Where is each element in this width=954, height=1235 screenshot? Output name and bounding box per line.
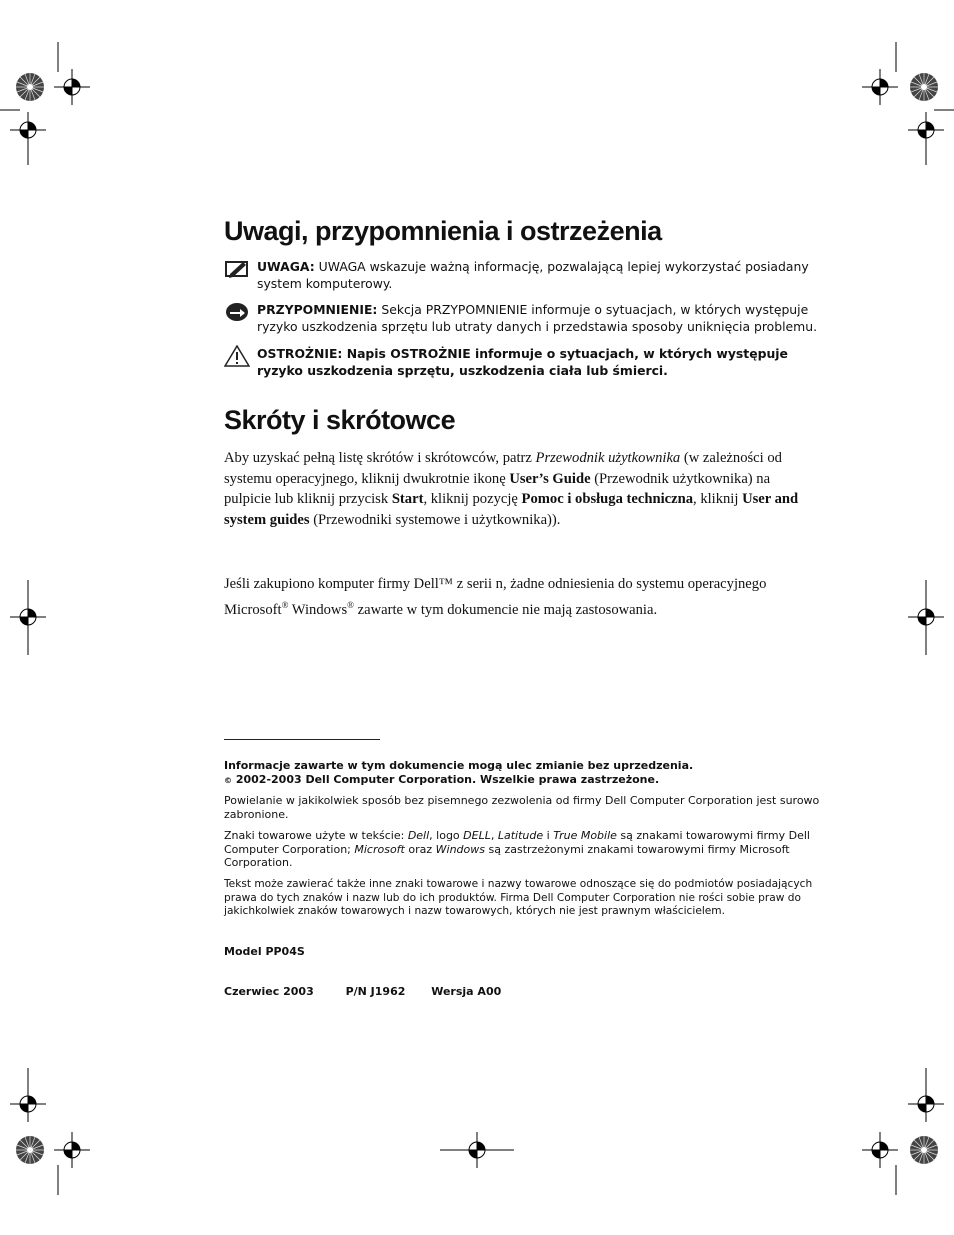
text-run: są znakami towarowymi firmy Dell Computer Corporation;	[224, 829, 810, 856]
users-guide-icon-label: User’s Guide	[509, 470, 591, 487]
footer-divider	[224, 739, 380, 740]
model-number: Model PP04S	[224, 945, 305, 958]
trademark-notice	[224, 829, 824, 870]
text-run: oraz	[404, 842, 436, 856]
caution-label: OSTROŻNIE:	[257, 346, 343, 361]
help-support-label: Pomoc i obsługa techniczna	[521, 491, 694, 507]
text-run: (Przewodnik użytkownika) na pulpicie lub kliknij przycisk	[224, 470, 771, 507]
copyright-line: 2002-2003 Dell Computer Corporation. Wszelkie prawa zastrzeżone.	[235, 772, 660, 786]
text-run: , kliknij pozycję	[423, 491, 522, 507]
other-trademarks-notice: Tekst może zawierać także inne znaki towarowe i nazwy towarowe odnoszące się do podmiotów posiadających prawa do tych znaków i nazw lub do ich produktów. Firma Dell Computer Corporation nie rości sobie praw do jakichkolwiek znaków towarowych i nazw towarowych, których nie jest prawnym właścicielem.	[224, 878, 813, 917]
registered-mark: ®	[347, 599, 354, 610]
part-number: P/N J1962	[345, 985, 406, 998]
trademark-windows: Windows	[435, 842, 485, 856]
note-label: UWAGA:	[257, 259, 315, 274]
trademark-true-mobile: True Mobile	[553, 829, 617, 842]
section-title-notices: Uwagi, przypomnienia i ostrzeżenia	[224, 216, 662, 246]
reproduction-notice: Powielanie w jakikolwiek sposób bez pisemnego zezwolenia od firmy Dell Computer Corporation jest surowo zabronione.	[224, 794, 820, 821]
text-run: (Przewodniki systemowe i użytkownika)).	[309, 511, 561, 528]
notice-hand-icon	[224, 301, 250, 323]
text-run: (w zależności od systemu operacyjnego, kliknij dwukrotnie ikonę	[224, 450, 782, 487]
warning-triangle-icon	[224, 345, 250, 367]
publication-info	[224, 985, 501, 998]
copyright-symbol: ©	[224, 775, 232, 785]
change-notice	[224, 759, 824, 787]
notice-text: Sekcja PRZYPOMNIENIE informuje o sytuacjach, w których występuje ryzyko uszkodzenia sprzętu lub utraty danych i przedstawia sposoby uniknięcia problemu.	[257, 302, 818, 334]
text-run: i	[543, 829, 554, 842]
text-run: , logo	[429, 829, 464, 842]
system-guides-label: User and system guides	[224, 491, 799, 528]
trademark-dell-logo: DELL	[463, 829, 491, 842]
text-run: Znaki towarowe użyte w tekście:	[224, 829, 408, 842]
note-text: UWAGA wskazuje ważną informację, pozwalającą lepiej wykorzystać posiadany system komputerowy.	[257, 259, 809, 291]
text-run: ,	[490, 829, 498, 842]
trademark-latitude: Latitude	[497, 829, 544, 842]
guide-title: Przewodnik użytkownika	[535, 450, 681, 466]
text-run: są zastrzeżonymi znakami towarowymi firmy Microsoft Corporation.	[224, 842, 790, 869]
abbreviations-paragraph	[224, 448, 814, 530]
start-button-label: Start	[391, 491, 424, 507]
note-pencil-icon	[224, 258, 250, 280]
windows-disclaimer-paragraph	[224, 574, 814, 620]
text-run: Informacje zawarte w tym dokumencie mogą ulec zmianie bez uprzedzenia.	[224, 759, 694, 772]
trademark-dell: Dell	[407, 829, 430, 842]
text-run: Windows	[288, 601, 348, 618]
text-run: Aby uzyskać pełną listę skrótów i skrótowców, patrz	[224, 450, 536, 466]
caution-text: Napis OSTROŻNIE informuje o sytuacjach, w których występuje ryzyko uszkodzenia sprzętu, uszkodzenia ciała lub śmierci.	[257, 346, 788, 378]
section-title-abbreviations: Skróty i skrótowce	[224, 405, 456, 435]
notice-label: PRZYPOMNIENIE:	[257, 302, 378, 317]
text-run: , kliknij	[693, 491, 743, 507]
publication-date: Czerwiec 2003	[224, 985, 314, 998]
registered-mark: ®	[281, 599, 289, 610]
trademark-microsoft: Microsoft	[354, 842, 405, 856]
text-run: Jeśli zakupiono komputer firmy Dell™ z serii n, żadne odniesienia do systemu operacyjnego Microsoft	[224, 576, 767, 618]
document-version: Wersja A00	[431, 985, 502, 998]
text-run: zawarte w tym dokumencie nie mają zastosowania.	[354, 601, 658, 618]
